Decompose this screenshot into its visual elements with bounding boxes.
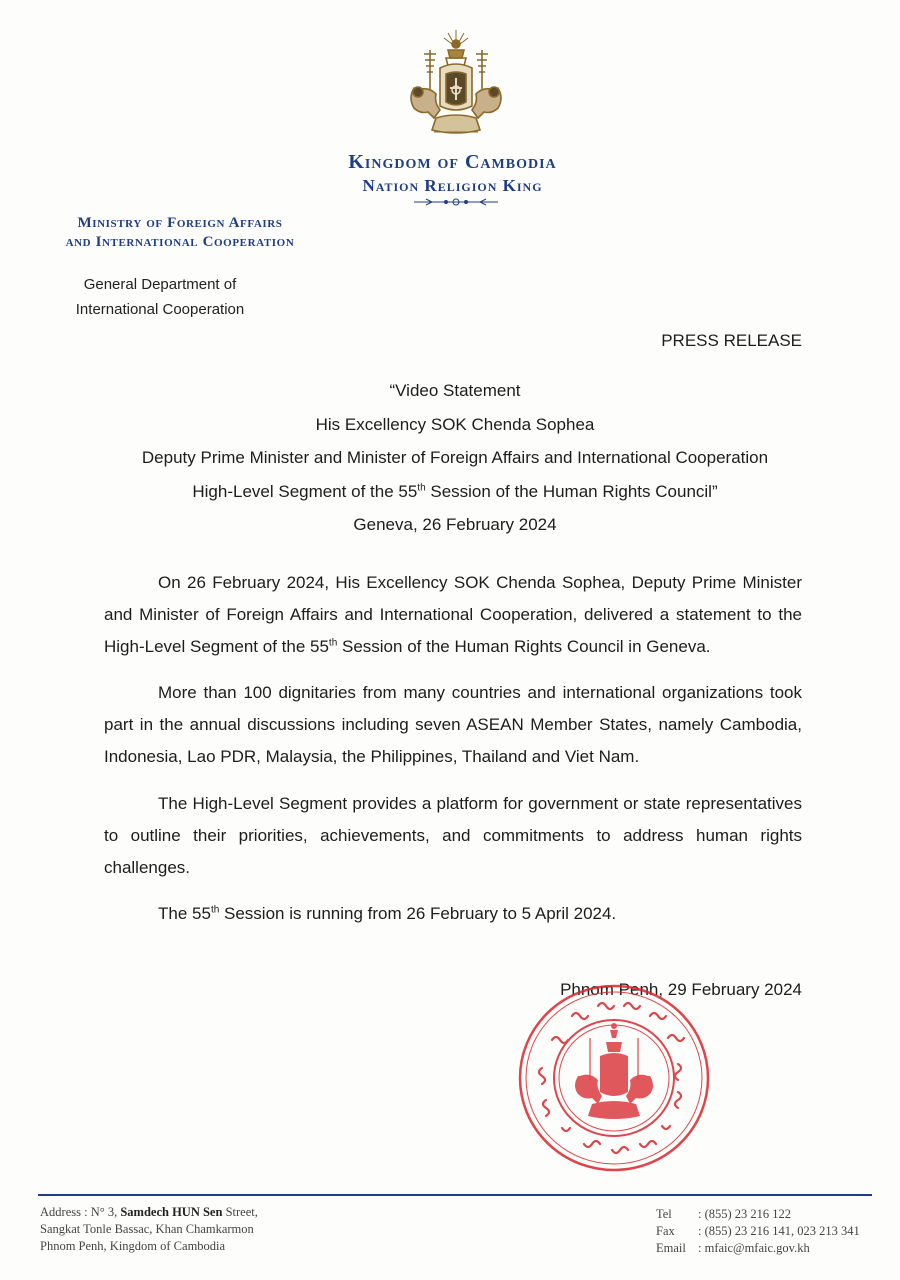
body-paragraph-1: On 26 February 2024, His Excellency SOK Chenda Sophea, Deputy Prime Minister and Minister of Foreign Affairs and International Cooperation, delivered a statement to the High-Level Segment of the 55th Session of the Human Rights Council in Geneva. xyxy=(104,573,802,656)
country-heading xyxy=(0,150,900,198)
contact-tel: Tel : (855) 23 216 122 xyxy=(656,1207,792,1221)
body-paragraph-4: The 55th Session is running from 26 February to 5 April 2024. xyxy=(158,904,617,923)
national-motto: Nation Religion King xyxy=(362,176,543,195)
dateline: Phnom Penh, 29 February 2024 xyxy=(560,980,802,999)
document-type: PRESS RELEASE xyxy=(661,331,802,350)
address-line-1: Address : N° 3, Samdech HUN Sen Street, xyxy=(40,1205,258,1219)
footer-address xyxy=(40,1204,400,1255)
title-line-3: Deputy Prime Minister and Minister of Foreign Affairs and International Cooperation xyxy=(141,448,769,467)
country-name: Kingdom of Cambodia xyxy=(348,151,557,173)
body-paragraph-2: More than 100 dignitaries from many countries and international organizations took part in the annual discussions including seven ASEAN Member States, namely Cambodia, Indonesia, Lao PDR, Malaysia, the Philippines, Thailand and Viet Nam. xyxy=(104,683,802,766)
department-line-2: International Cooperation xyxy=(75,301,245,318)
contact-fax: Fax : (855) 23 216 141, 023 213 341 xyxy=(656,1224,860,1238)
contact-email: Email : mfaic@mfaic.gov.kh xyxy=(656,1241,810,1255)
title-line-1: “Video Statement xyxy=(389,381,521,400)
release-title xyxy=(0,374,900,542)
address-line-2: Sangkat Tonle Bassac, Khan Chamkarmon xyxy=(40,1222,254,1236)
ministry-line-2: and International Cooperation xyxy=(65,234,295,250)
footer-contact xyxy=(656,1206,896,1257)
body-paragraph-3: The High-Level Segment provides a platform for government or state representatives to outline their priorities, achievements, and commitments to address human rights challenges. xyxy=(104,794,802,877)
official-seal-stamp xyxy=(512,980,712,1176)
title-line-4: High-Level Segment of the 55th Session of the Human Rights Council” xyxy=(192,481,718,501)
ministry-line-1: Ministry of Foreign Affairs xyxy=(77,215,283,231)
department-heading xyxy=(40,272,280,322)
title-line-2: His Excellency SOK Chenda Sophea xyxy=(315,414,595,434)
ministry-heading xyxy=(30,214,330,252)
department-line-1: General Department of xyxy=(83,276,237,293)
footer-divider xyxy=(38,1194,872,1196)
royal-coat-of-arms-emblem xyxy=(400,28,512,140)
title-line-5: Geneva, 26 February 2024 xyxy=(353,515,557,534)
address-line-3: Phnom Penh, Kingdom of Cambodia xyxy=(40,1239,226,1253)
ornament-divider-icon xyxy=(412,197,500,207)
